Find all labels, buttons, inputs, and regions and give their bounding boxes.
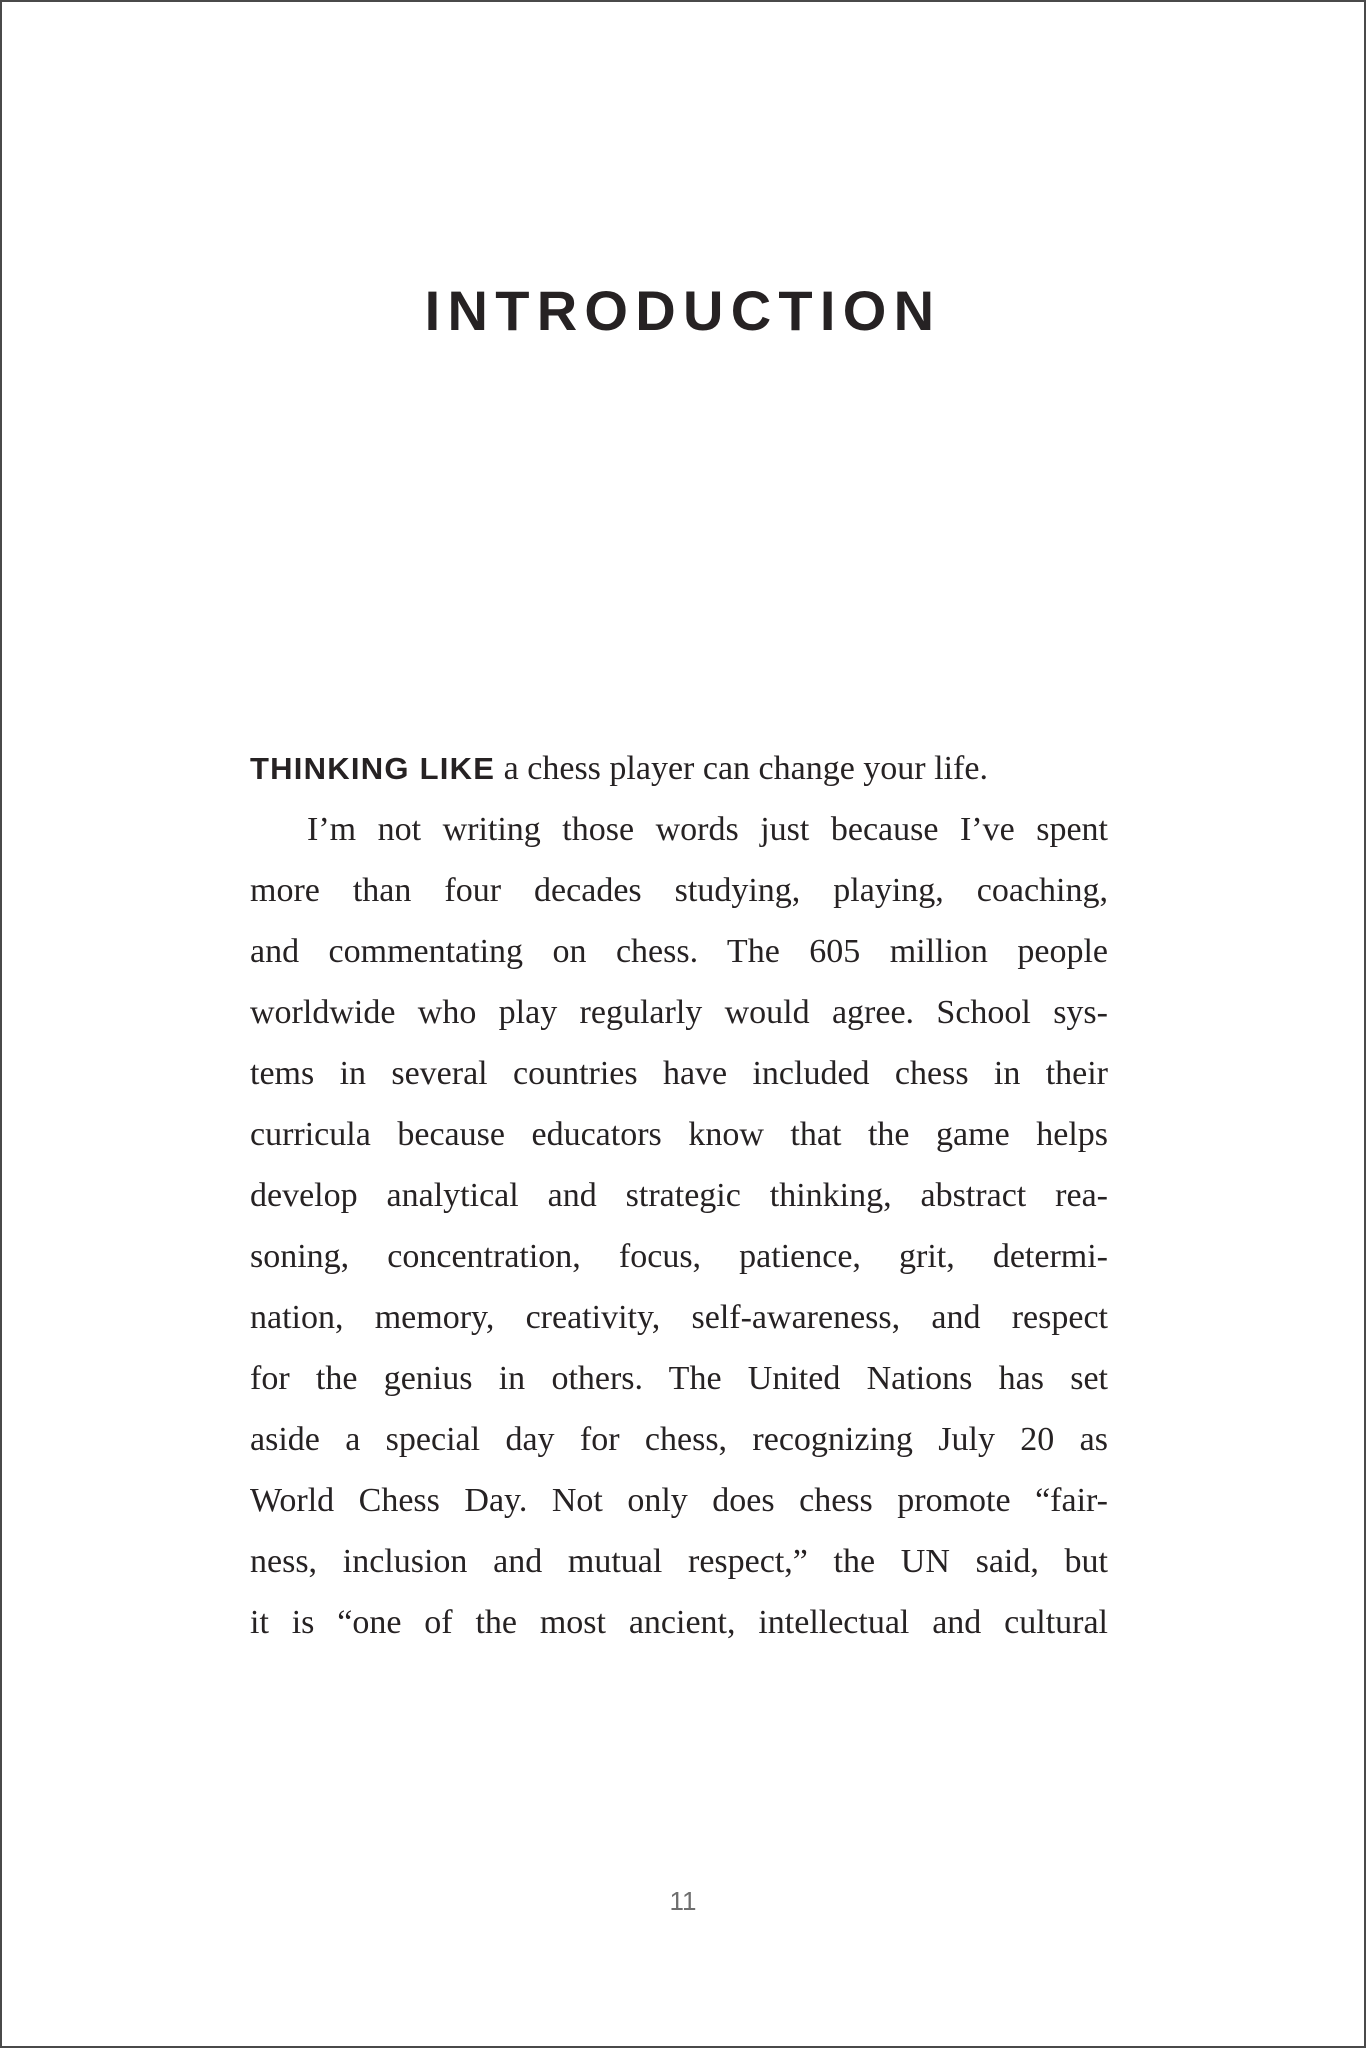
chapter-title: INTRODUCTION bbox=[424, 278, 942, 342]
text-line: and commentating on chess. The 605 million people bbox=[250, 933, 1108, 970]
text-line: worldwide who play regularly would agree. School sys- bbox=[250, 994, 1108, 1031]
paragraph-lead-rest: a chess player can change your life. bbox=[495, 750, 988, 787]
text-line: ness, inclusion and mutual respect,” the UN said, but bbox=[250, 1543, 1108, 1580]
text-line: tems in several countries have included chess in their bbox=[250, 1055, 1108, 1092]
text-line: more than four decades studying, playing, coaching, bbox=[250, 872, 1108, 909]
text-line: for the genius in others. The United Nations has set bbox=[250, 1360, 1108, 1397]
text-line: aside a special day for chess, recognizing July 20 as bbox=[250, 1421, 1108, 1458]
text-line: it is “one of the most ancient, intellectual and cultural bbox=[250, 1604, 1108, 1641]
paragraph-lead-line bbox=[250, 738, 1108, 799]
text-line: curricula because educators know that the game helps bbox=[250, 1116, 1108, 1153]
text-line: develop analytical and strategic thinking, abstract rea- bbox=[250, 1177, 1108, 1214]
text-line: I’m not writing those words just because I’ve spent bbox=[307, 811, 1108, 848]
lead-in-phrase: THINKING LIKE bbox=[250, 751, 496, 786]
paragraph-body bbox=[250, 799, 1108, 1653]
page-number: 11 bbox=[669, 1886, 697, 1916]
text-line: soning, concentration, focus, patience, grit, determi- bbox=[250, 1238, 1108, 1275]
text-line: nation, memory, creativity, self-awareness, and respect bbox=[250, 1299, 1108, 1336]
body-text bbox=[250, 738, 1108, 1653]
text-line: World Chess Day. Not only does chess promote “fair- bbox=[250, 1482, 1108, 1519]
